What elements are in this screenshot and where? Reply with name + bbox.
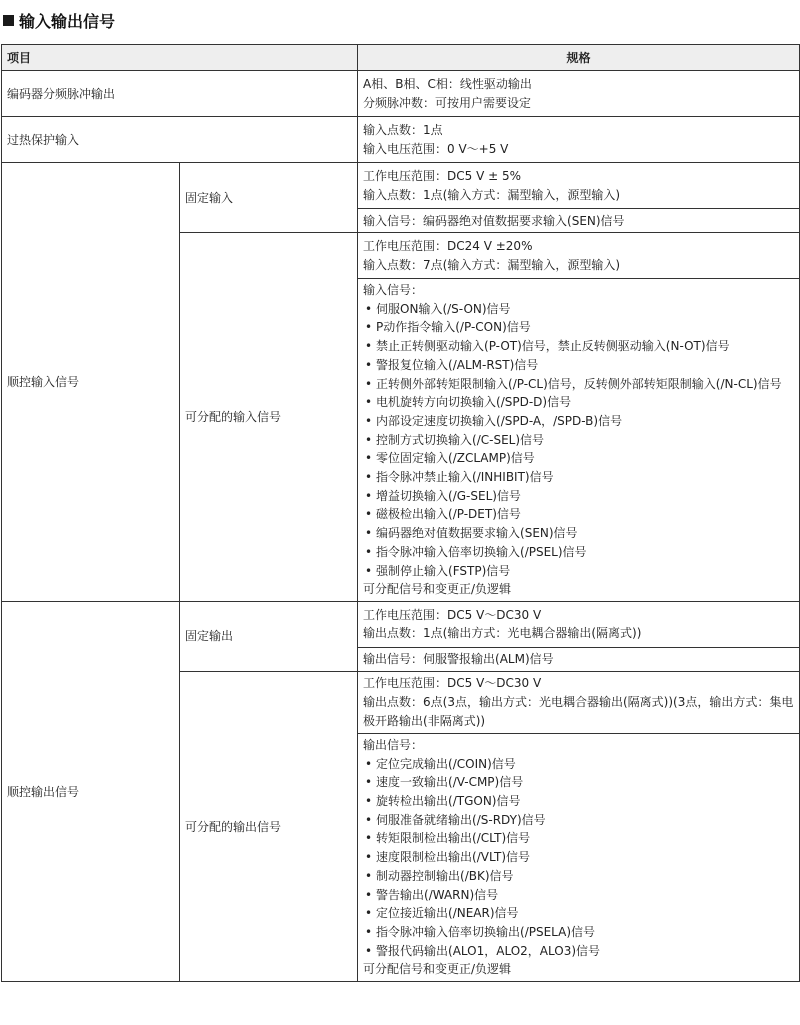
output-fixed-label: 固定输出 bbox=[180, 601, 358, 671]
input-signals-footer: 可分配信号和变更正/负逻辑 bbox=[363, 582, 512, 597]
list-item: • 警报代码输出(ALO1，ALO2，ALO3)信号 bbox=[363, 942, 794, 961]
list-item: • 制动器控制输出(/BK)信号 bbox=[363, 867, 794, 886]
output-signals-footer: 可分配信号和变更正/负逻辑 bbox=[363, 962, 512, 977]
seq-output-label: 顺控输出信号 bbox=[2, 601, 180, 981]
list-item: • 正转侧外部转矩限制输入(/P-CL)信号，反转侧外部转矩限制输入(/N-CL)信号 bbox=[363, 375, 794, 394]
list-item: • 零位固定输入(/ZCLAMP)信号 bbox=[363, 449, 794, 468]
output-signal-list bbox=[363, 755, 794, 961]
input-assign-label: 可分配的输入信号 bbox=[180, 233, 358, 602]
input-fixed-label: 固定输入 bbox=[180, 163, 358, 233]
input-assign-line2: 输入点数：7点(输入方式：漏型输入，源型输入) bbox=[363, 257, 621, 272]
list-item: • 编码器绝对值数据要求输入(SEN)信号 bbox=[363, 524, 794, 543]
encoder-line1: A相、B相、C相：线性驱动输出 bbox=[363, 76, 532, 91]
output-signal-list-cell bbox=[358, 733, 800, 981]
output-fixed-line2: 输出点数：1点(输出方式：光电耦合器输出(隔离式)) bbox=[363, 626, 642, 641]
list-item: • 定位完成输出(/COIN)信号 bbox=[363, 755, 794, 774]
list-item: • 指令脉冲输入倍率切换输出(/PSELA)信号 bbox=[363, 923, 794, 942]
overheat-line2: 输入电压范围：0 V～+5 V bbox=[363, 141, 509, 156]
list-item: • 旋转检出输出(/TGON)信号 bbox=[363, 792, 794, 811]
list-item: • 指令脉冲禁止输入(/INHIBIT)信号 bbox=[363, 468, 794, 487]
list-item: • 速度一致输出(/V-CMP)信号 bbox=[363, 773, 794, 792]
input-fixed-spec bbox=[358, 163, 800, 209]
list-item: • 定位接近输出(/NEAR)信号 bbox=[363, 904, 794, 923]
input-fixed-signal: 输入信号：编码器绝对值数据要求输入(SEN)信号 bbox=[358, 209, 800, 233]
list-item: • 转矩限制检出输出(/CLT)信号 bbox=[363, 829, 794, 848]
list-item: • 禁止正转侧驱动输入(P-OT)信号，禁止反转侧驱动输入(N-OT)信号 bbox=[363, 337, 794, 356]
list-item: • 内部设定速度切换输入(/SPD-A，/SPD-B)信号 bbox=[363, 412, 794, 431]
section-title: 输入输出信号 bbox=[19, 11, 116, 31]
overheat-spec bbox=[358, 117, 800, 163]
overheat-label: 过热保护输入 bbox=[2, 117, 358, 163]
list-item: • 电机旋转方向切换输入(/SPD-D)信号 bbox=[363, 393, 794, 412]
table-row-input-fixed-a bbox=[2, 163, 800, 209]
output-fixed-spec bbox=[358, 601, 800, 647]
input-fixed-line2: 输入点数：1点(输入方式：漏型输入，源型输入) bbox=[363, 187, 621, 202]
input-fixed-line1: 工作电压范围：DC5 V ± 5% bbox=[363, 168, 522, 183]
list-item: • 速度限制检出输出(/VLT)信号 bbox=[363, 848, 794, 867]
output-assign-line1: 工作电压范围：DC5 V～DC30 V bbox=[363, 676, 542, 691]
list-item: • 强制停止输入(FSTP)信号 bbox=[363, 562, 794, 581]
output-assign-line2: 输出点数：6点(3点，输出方式：光电耦合器输出(隔离式))(3点，输出方式：集电极开路输出(非隔离式)) bbox=[363, 695, 794, 728]
encoder-line2: 分频脉冲数：可按用户需要设定 bbox=[363, 95, 532, 110]
input-signal-list bbox=[363, 300, 794, 581]
io-signal-table bbox=[1, 44, 800, 982]
input-assign-spec bbox=[358, 233, 800, 279]
list-item: • 增益切换输入(/G-SEL)信号 bbox=[363, 487, 794, 506]
output-assign-label: 可分配的输出信号 bbox=[180, 671, 358, 981]
output-fixed-line1: 工作电压范围：DC5 V～DC30 V bbox=[363, 607, 542, 622]
square-bullet-icon bbox=[3, 15, 14, 26]
header-item: 项目 bbox=[2, 45, 358, 71]
section-heading bbox=[3, 8, 115, 32]
list-item: • 控制方式切换输入(/C-SEL)信号 bbox=[363, 431, 794, 450]
output-fixed-signal: 输出信号：伺服警报输出(ALM)信号 bbox=[358, 647, 800, 671]
table-row-encoder bbox=[2, 71, 800, 117]
input-signals-title: 输入信号： bbox=[363, 283, 424, 297]
list-item: • 警报复位输入(/ALM-RST)信号 bbox=[363, 356, 794, 375]
encoder-label: 编码器分频脉冲输出 bbox=[2, 71, 358, 117]
table-header-row bbox=[2, 45, 800, 71]
header-spec: 规格 bbox=[358, 45, 800, 71]
list-item: • P动作指令输入(/P-CON)信号 bbox=[363, 318, 794, 337]
list-item: • 伺服准备就绪输出(/S-RDY)信号 bbox=[363, 811, 794, 830]
input-assign-line1: 工作电压范围：DC24 V ±20% bbox=[363, 238, 533, 253]
output-signals-title: 输出信号： bbox=[363, 737, 424, 752]
list-item: • 伺服ON输入(/S-ON)信号 bbox=[363, 300, 794, 319]
list-item: • 指令脉冲输入倍率切换输入(/PSEL)信号 bbox=[363, 543, 794, 562]
encoder-spec bbox=[358, 71, 800, 117]
overheat-line1: 输入点数：1点 bbox=[363, 122, 443, 137]
table-row-overheat bbox=[2, 117, 800, 163]
list-item: • 磁极检出输入(/P-DET)信号 bbox=[363, 505, 794, 524]
output-assign-spec bbox=[358, 671, 800, 733]
seq-input-label: 顺控输入信号 bbox=[2, 163, 180, 602]
list-item: • 警告输出(/WARN)信号 bbox=[363, 886, 794, 905]
input-signal-list-cell bbox=[358, 279, 800, 602]
table-row-output-fixed-a bbox=[2, 601, 800, 647]
